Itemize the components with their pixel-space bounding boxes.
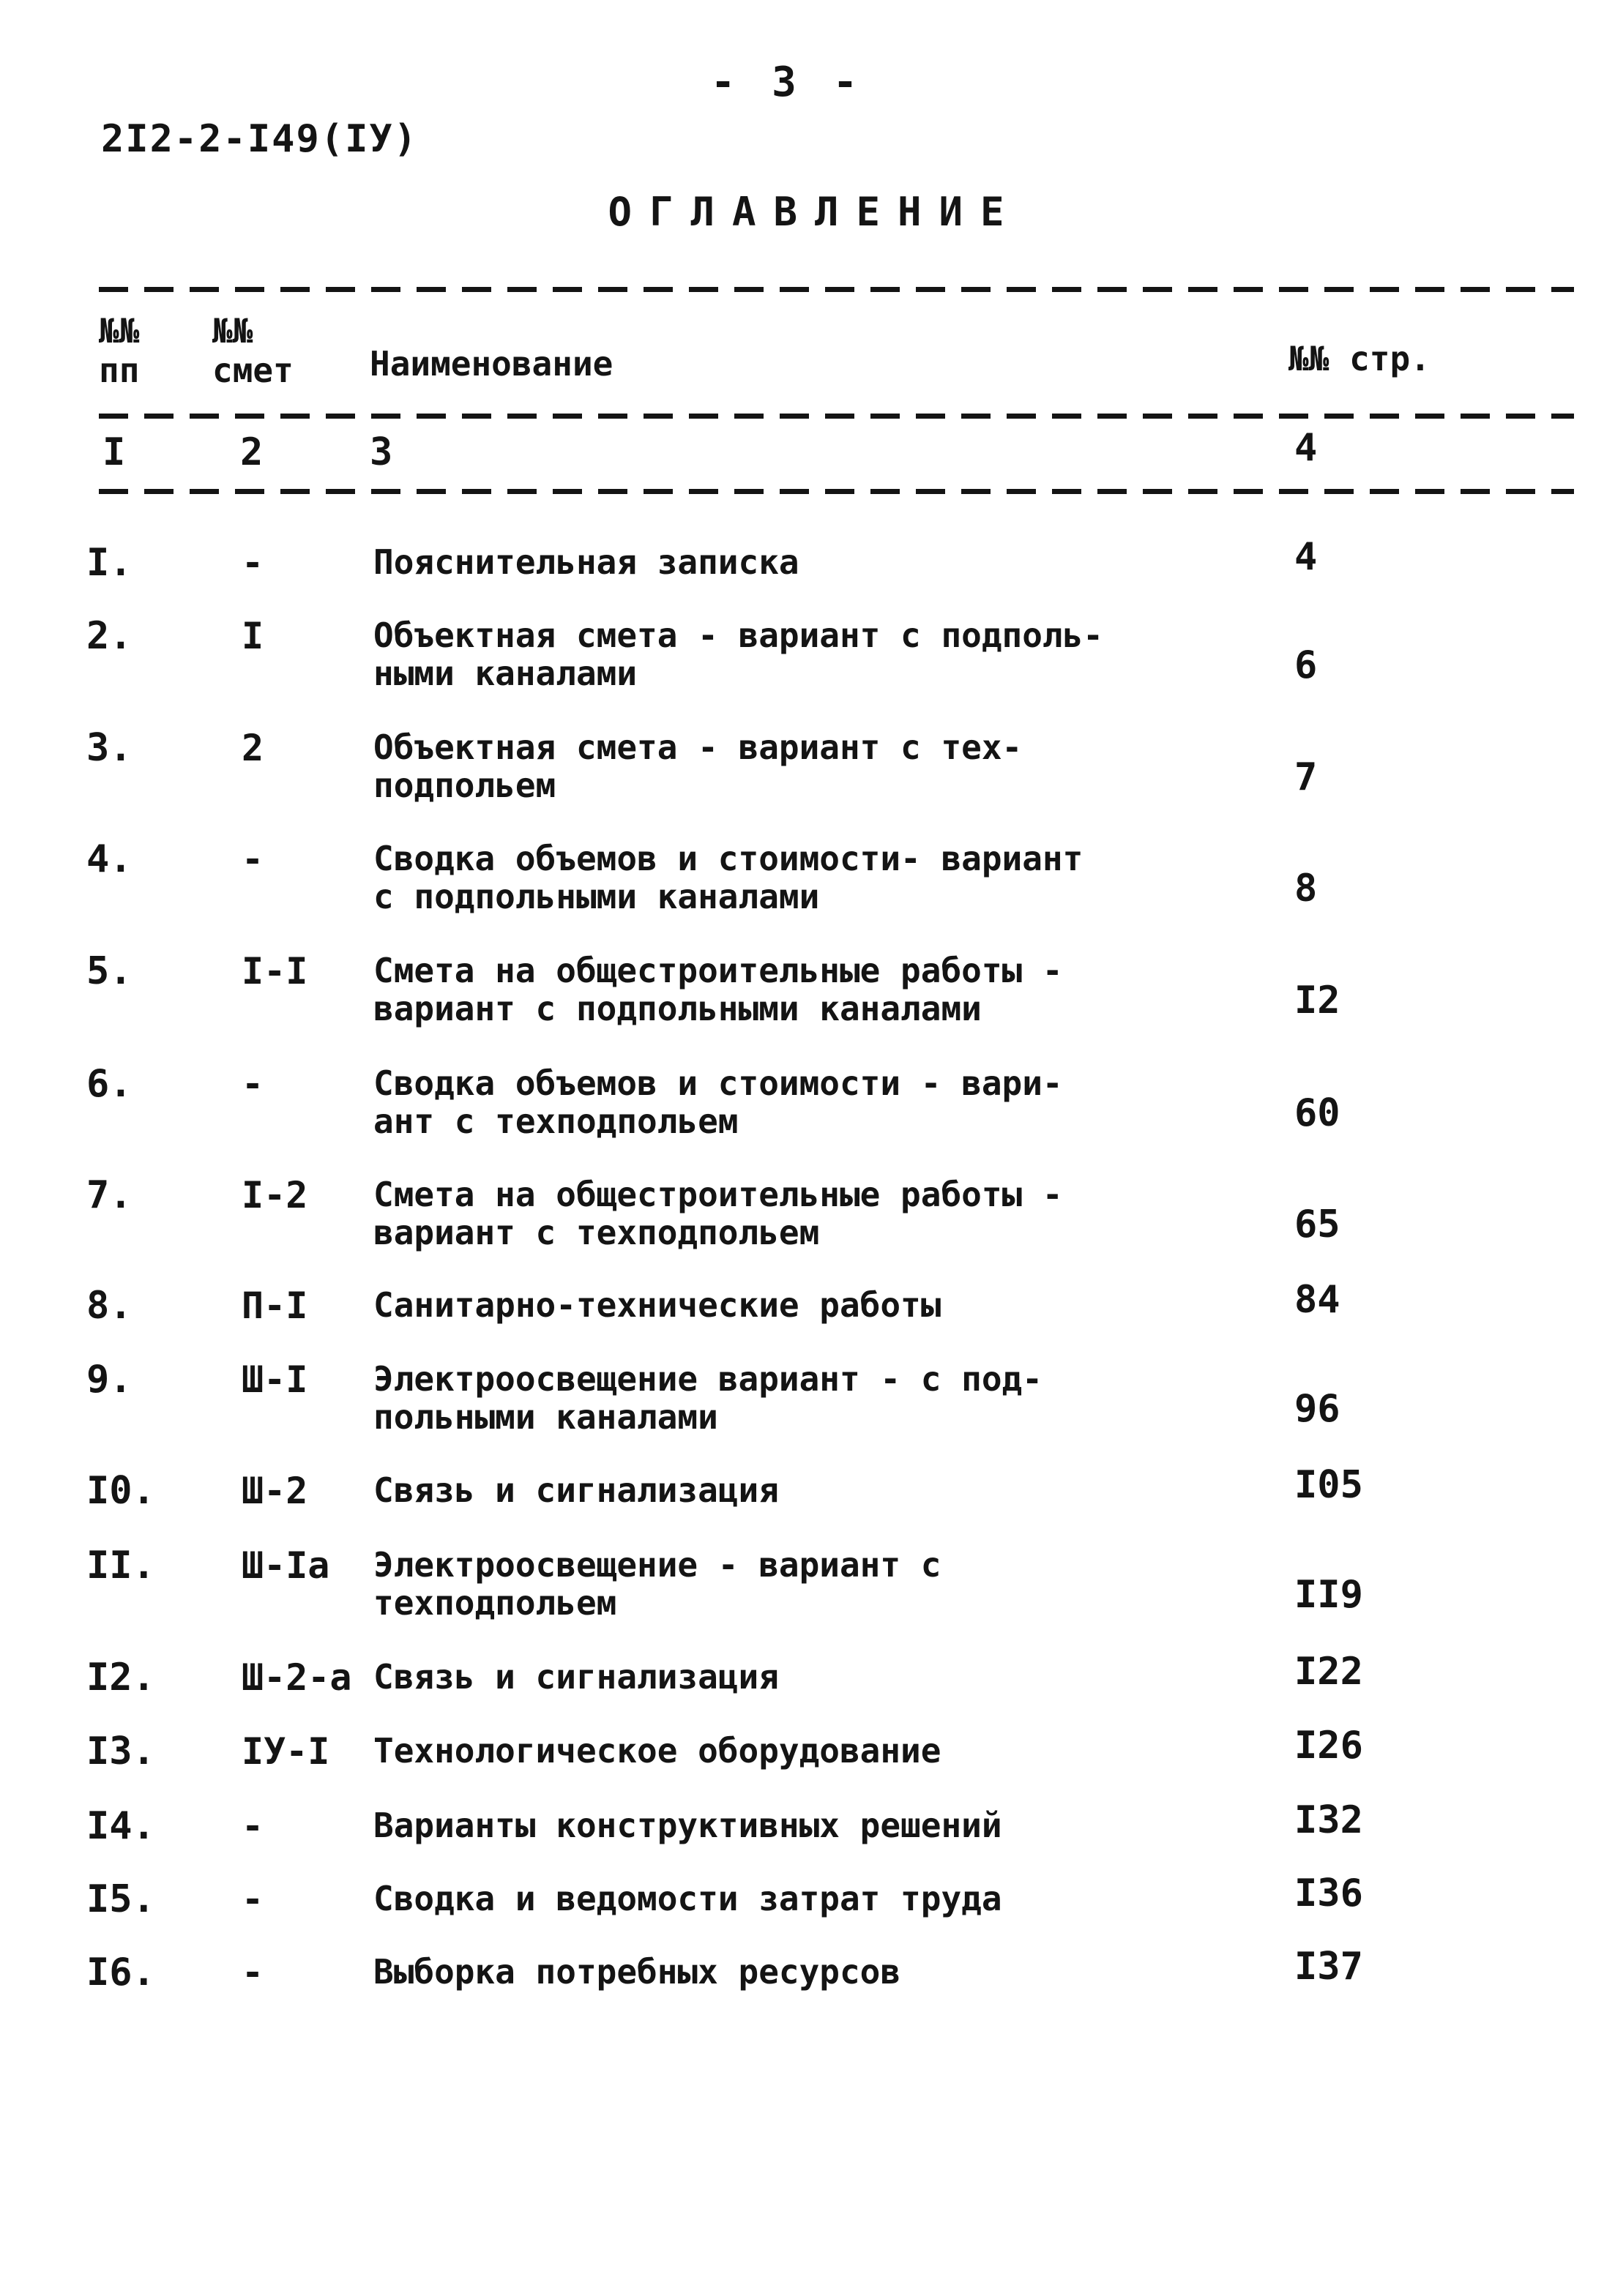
entry-page: 6 — [1294, 643, 1318, 687]
entry-estimate-code: - — [242, 1063, 264, 1105]
entry-title — [373, 616, 1296, 692]
entry-estimate-code: I — [242, 615, 264, 657]
entry-title — [373, 1658, 1296, 1696]
entry-estimate-code: П-I — [242, 1285, 308, 1327]
entry-estimate-code: Ш-2 — [242, 1470, 308, 1512]
entry-number: 4. — [86, 837, 133, 881]
entry-page: 96 — [1294, 1387, 1340, 1431]
entry-title-line: Сводка объемов и стоимости - вари- — [373, 1063, 1063, 1103]
entry-number: I4. — [86, 1804, 155, 1848]
entry-page: 60 — [1294, 1091, 1340, 1135]
header-row-number-line2: пп — [99, 351, 140, 390]
entry-estimate-code: 2 — [242, 727, 264, 769]
entry-title-line: Связь и сигнализация — [373, 1470, 779, 1510]
entry-title-line: Технологическое оборудование — [373, 1731, 941, 1770]
entry-number: 7. — [86, 1173, 133, 1217]
entry-title — [373, 1953, 1296, 1991]
entry-title-line: Варианты конструктивных решений — [373, 1806, 1002, 1845]
dashed-divider-top — [99, 287, 1574, 292]
entry-page: II9 — [1294, 1573, 1363, 1617]
entry-title — [373, 1546, 1296, 1622]
entry-page: I26 — [1294, 1724, 1363, 1768]
entry-number: 3. — [86, 726, 133, 770]
entry-title — [373, 1286, 1296, 1324]
entry-title-line: Пояснительная записка — [373, 542, 799, 582]
entry-number: 6. — [86, 1062, 133, 1106]
entry-title — [373, 1064, 1296, 1140]
entry-number: I6. — [86, 1951, 155, 1994]
entry-title-line: Смета на общестроительные работы - — [373, 1175, 1063, 1214]
entry-title-line: ными каналами — [373, 654, 638, 693]
entry-title — [373, 1175, 1296, 1252]
entry-title — [373, 1880, 1296, 1918]
entry-estimate-code: I-I — [242, 950, 308, 992]
header-name: Наименование — [370, 344, 613, 384]
entry-page: I37 — [1294, 1945, 1363, 1989]
column-number-4: 4 — [1294, 426, 1318, 470]
header-estimate-number-line2: смет — [212, 351, 294, 390]
entry-title-line: ант с техподпольем — [373, 1102, 739, 1141]
entry-title — [373, 951, 1296, 1028]
entry-title — [373, 1360, 1296, 1436]
entry-number: I. — [86, 541, 133, 585]
column-number-1: I — [102, 430, 126, 474]
entry-page: 4 — [1294, 535, 1318, 579]
page-number: - 3 - — [710, 59, 864, 106]
entry-title-line: Сводка объемов и стоимости- вариант — [373, 839, 1083, 878]
entry-title-line: Смета на общестроительные работы - — [373, 951, 1063, 990]
entry-title-line: подпольем — [373, 766, 556, 805]
header-page: №№ стр. — [1288, 339, 1431, 378]
entry-title-line: Электроосвещение - вариант с — [373, 1545, 941, 1585]
dashed-divider-body — [99, 489, 1574, 494]
entry-number: 2. — [86, 614, 133, 658]
header-row-number — [99, 311, 139, 390]
entry-title-line: польными каналами — [373, 1397, 718, 1437]
header-estimate-number-line1: №№ — [212, 311, 253, 351]
entry-title-line: Сводка и ведомости затрат труда — [373, 1879, 1002, 1918]
entry-number: I3. — [86, 1730, 155, 1773]
entry-title — [373, 543, 1296, 581]
entry-page: I22 — [1294, 1650, 1363, 1694]
entry-number: 8. — [86, 1284, 133, 1328]
entry-estimate-code: I-2 — [242, 1174, 308, 1216]
entry-estimate-code: - — [242, 1878, 264, 1921]
document-code: 2I2-2-I49(IУ) — [101, 117, 418, 161]
entry-page: I32 — [1294, 1798, 1363, 1842]
entry-title-line: вариант с техподпольем — [373, 1213, 820, 1252]
entry-title — [373, 1806, 1296, 1844]
entry-page: I05 — [1294, 1463, 1363, 1507]
entry-page: 7 — [1294, 755, 1318, 799]
entry-number: II. — [86, 1544, 155, 1588]
entry-title-line: Объектная смета - вариант с подполь- — [373, 616, 1103, 655]
entry-estimate-code: - — [242, 1951, 264, 1994]
entry-title — [373, 1471, 1296, 1509]
entry-number: 5. — [86, 949, 133, 993]
entry-title-line: Электроосвещение вариант - с под- — [373, 1359, 1043, 1399]
entry-title-line: вариант с подпольными каналами — [373, 989, 982, 1028]
entry-estimate-code: - — [242, 1805, 264, 1847]
entry-title-line: Объектная смета - вариант с тех- — [373, 728, 1023, 767]
entry-estimate-code: Ш-I — [242, 1358, 308, 1401]
header-row-number-line1: №№ — [99, 311, 140, 351]
entry-number: I2. — [86, 1656, 155, 1699]
entry-estimate-code: IУ-I — [242, 1730, 330, 1773]
entry-title-line: Выборка потребных ресурсов — [373, 1952, 901, 1992]
entry-title-line: Связь и сигнализация — [373, 1657, 779, 1697]
column-number-3: 3 — [370, 430, 393, 474]
column-number-2: 2 — [240, 430, 264, 474]
entry-title — [373, 728, 1296, 804]
entry-page: I36 — [1294, 1871, 1363, 1915]
entry-page: 8 — [1294, 867, 1318, 910]
entry-number: I5. — [86, 1877, 155, 1921]
entry-number: 9. — [86, 1358, 133, 1402]
entry-title-line: техподпольем — [373, 1583, 617, 1623]
entry-title — [373, 1732, 1296, 1770]
entry-page: 65 — [1294, 1203, 1340, 1246]
entry-title-line: Санитарно-технические работы — [373, 1285, 941, 1325]
page-title: ОГЛАВЛЕНИЕ — [608, 189, 1022, 235]
entry-page: I2 — [1294, 979, 1340, 1022]
entry-title — [373, 840, 1296, 916]
entry-title-line: с подпольными каналами — [373, 877, 820, 916]
entry-estimate-code: Ш-2-а — [242, 1656, 352, 1699]
entry-estimate-code: Ш-Iа — [242, 1544, 330, 1587]
entry-page: 84 — [1294, 1278, 1340, 1322]
entry-estimate-code: - — [242, 838, 264, 880]
header-estimate-number — [212, 311, 294, 390]
dashed-divider-header — [99, 414, 1574, 419]
entry-number: I0. — [86, 1469, 155, 1513]
entry-estimate-code: - — [242, 542, 264, 584]
